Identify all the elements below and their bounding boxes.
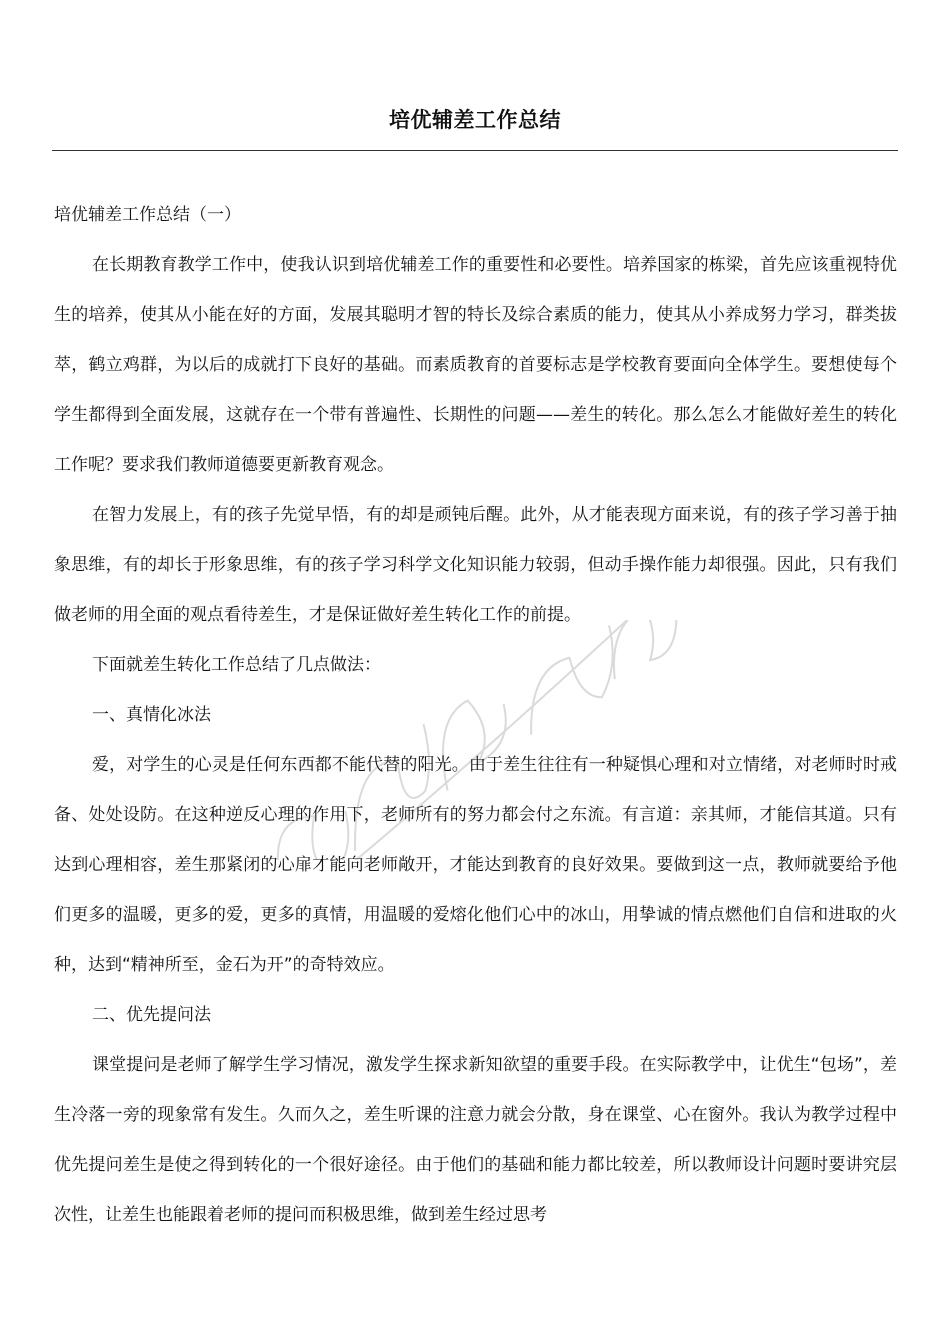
section-heading-1: 培优辅差工作总结（一） [54, 205, 241, 225]
paragraph-method-2: 课堂提问是老师了解学生学习情况，激发学生探求新知欲望的重要手段。在实际教学中，让优生“包场”，差生冷落一旁的现象常有发生。久而久之，差生听课的注意力就会分散，身在课堂、心在窗外。我认为教学过程中优先提问差生是使之得到转化的一个很好途径。由于他们的基础和能力都比较差，所以教师设计问题时要讲究层次性，让差生也能跟着老师的提问而积极思维，做到差生经过思考 [54, 1055, 897, 1225]
paragraph-methods-lead: 下面就差生转化工作总结了几点做法： [92, 655, 381, 675]
title-divider [52, 150, 898, 151]
method-heading-2: 二、优先提问法 [92, 1005, 211, 1025]
method-heading-1: 一、真情化冰法 [92, 705, 211, 725]
paragraph-development: 在智力发展上，有的孩子先觉早悟，有的却是顽钝后醒。此外，从才能表现方面来说，有的孩子学习善于抽象思维，有的却长于形象思维，有的孩子学习科学文化知识能力较弱，但动手操作能力却很强。因此，只有我们做老师的用全面的观点看待差生，才是保证做好差生转化工作的前提。 [54, 505, 897, 625]
document-title: 培优辅差工作总结 [389, 108, 561, 132]
paragraph-intro: 在长期教育教学工作中，使我认识到培优辅差工作的重要性和必要性。培养国家的栋梁，首先应该重视特优生的培养，使其从小能在好的方面，发展其聪明才智的特长及综合素质的能力，使其从小养成努力学习，群类拔萃，鹤立鸡群，为以后的成就打下良好的基础。而素质教育的首要标志是学校教育要面向全体学生。要想使每个学生都得到全面发展，这就存在一个带有普遍性、长期性的问题——差生的转化。那么怎么才能做好差生的转化工作呢？要求我们教师道德要更新教育观念。 [54, 255, 897, 475]
paragraph-method-1: 爱，对学生的心灵是任何东西都不能代替的阳光。由于差生往往有一种疑惧心理和对立情绪，对老师时时戒备、处处设防。在这种逆反心理的作用下，老师所有的努力都会付之东流。有言道：亲其师，才能信其道。只有达到心理相容，差生那紧闭的心扉才能向老师敞开，才能达到教育的良好效果。要做到这一点，教师就要给予他们更多的温暖，更多的爱，更多的真情，用温暖的爱熔化他们心中的冰山，用挚诚的情点燃他们自信和进取的火种，达到“精神所至，金石为开”的奇特效应。 [54, 755, 897, 975]
document-body [54, 190, 897, 1240]
